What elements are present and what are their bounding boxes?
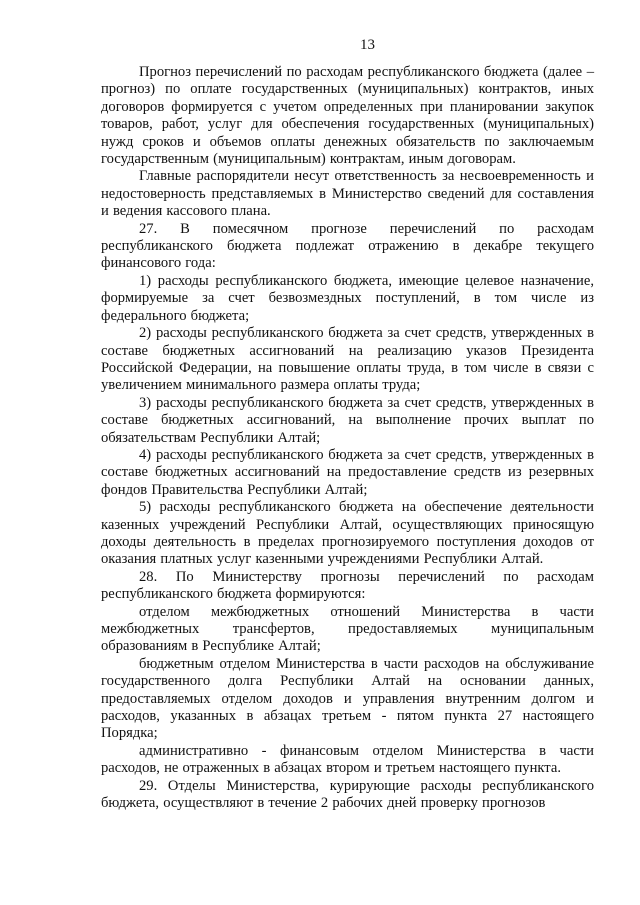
list-item-28-budget: бюджетным отделом Министерства в части расходов на обслуживание государственного долга Республики Алтай на основании данных, предоставляемых отделом доходов и управления внутренним долгом и расходов, указанных в абзацах третьем - пятом пункта 27 настоящего Порядка; xyxy=(101,655,594,742)
list-item-28-admin: административно - финансовым отделом Министерства в части расходов, не отраженных в абзацах втором и третьем настоящего пункта. xyxy=(101,742,594,777)
paragraph-responsibility: Главные распорядители несут ответственность за несвоевременность и недостоверность представляемых в Министерство сведений для составления и ведения кассового плана. xyxy=(101,168,594,220)
paragraph-forecast-definition: Прогноз перечислений по расходам республиканского бюджета (далее – прогноз) по оплате государственных (муниципальных) контрактов, иных договоров формируется с учетом определенных при планировании закупок товаров, работ, услуг для обеспечения государственных (муниципальных) нужд сроков и объемов оплаты денежных обязательств по заключаемым государственным (муниципальным) контрактам, иным договорам. xyxy=(101,64,594,168)
list-item-27-1: 1) расходы республиканского бюджета, имеющие целевое назначение, формируемые за счет безвозмездных поступлений, в том числе из федерального бюджета; xyxy=(101,272,594,324)
paragraph-item-29: 29. Отделы Министерства, курирующие расходы республиканского бюджета, осуществляют в течение 2 рабочих дней проверку прогнозов xyxy=(101,777,594,812)
paragraph-item-27: 27. В помесячном прогнозе перечислений по расходам республиканского бюджета подлежат отражению в декабре текущего финансового года: xyxy=(101,220,594,272)
list-item-27-4: 4) расходы республиканского бюджета за счет средств, утвержденных в составе бюджетных ассигнований на предоставление средств из резервных фондов Правительства Республики Алтай; xyxy=(101,446,594,498)
list-item-27-5: 5) расходы республиканского бюджета на обеспечение деятельности казенных учреждений Республики Алтай, осуществляющих приносящую доходы деятельность в пределах прогнозируемого поступления доходов от оказания платных услуг казенными учреждениями Республики Алтай. xyxy=(101,499,594,568)
page-number: 13 xyxy=(360,37,375,53)
list-item-27-2: 2) расходы республиканского бюджета за счет средств, утвержденных в составе бюджетных ассигнований на реализацию указов Президента Российской Федерации, на повышение оплаты труда, в том числе в связи с увеличением минимального размера оплаты труда; xyxy=(101,325,594,394)
list-item-28-interbudget: отделом межбюджетных отношений Министерства в части межбюджетных трансфертов, предоставляемых муниципальным образованиям в Республике Алтай; xyxy=(101,603,594,655)
paragraph-item-28: 28. По Министерству прогнозы перечислений по расходам республиканского бюджета формируются: xyxy=(101,568,594,603)
list-item-27-3: 3) расходы республиканского бюджета за счет средств, утвержденных в составе бюджетных ассигнований, на выполнение прочих выплат по обязательствам Республики Алтай; xyxy=(101,394,594,446)
